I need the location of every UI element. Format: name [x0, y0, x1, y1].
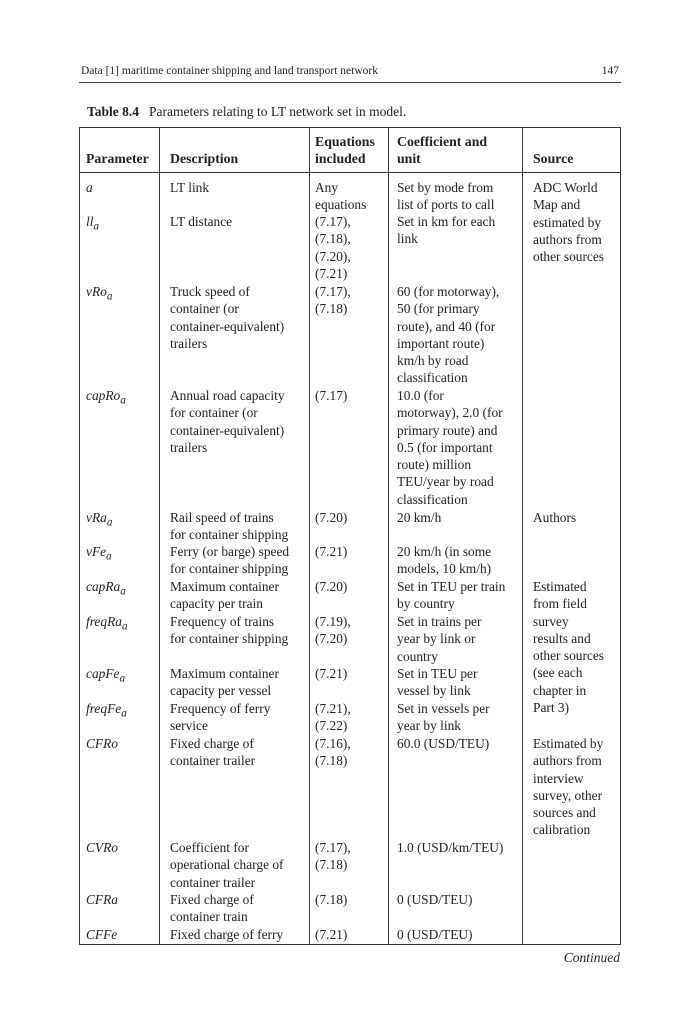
- eq-capraa: (7.20): [315, 579, 348, 594]
- eq-lla: (7.17), (7.18), (7.20), (7.21): [315, 214, 351, 281]
- desc-freqfea: Frequency of ferry service: [170, 701, 271, 734]
- param-cvro: CVRo: [86, 840, 118, 855]
- source-interview: Estimated by authors from interview survey, other sources and calibration: [533, 736, 604, 838]
- table-caption-text: Parameters relating to LT network set in model.: [149, 104, 407, 119]
- eq-a: Any equations: [315, 180, 367, 213]
- table-caption: [87, 104, 406, 120]
- param-vroa: vRo$_a$: [86, 284, 113, 303]
- param-cffe: CFFe: [86, 927, 118, 942]
- column-divider: [159, 128, 160, 944]
- desc-vfea: Ferry (or barge) speed for container shipping: [170, 544, 290, 577]
- coef-caproa: 10.0 (for motorway), 2.0 (for primary route) and 0.5 (for important route) million TEU/year by road classification: [397, 388, 503, 507]
- param-freqfea: freqFe$_a$: [86, 701, 127, 720]
- coef-lla: Set in km for each link: [397, 214, 496, 247]
- param-freqraa: freqRa$_a$: [86, 614, 128, 633]
- eq-freqfea: (7.21), (7.22): [315, 701, 351, 734]
- eq-vroa: (7.17), (7.18): [315, 284, 351, 317]
- desc-a: LT link: [170, 180, 210, 195]
- table-number: Table 8.4: [87, 104, 140, 119]
- source-field-survey: Estimated from field survey results and other sources (see each chapter in Part 3): [533, 579, 605, 716]
- param-cfro: CFRo: [86, 736, 118, 751]
- desc-cfra: Fixed charge of container train: [170, 892, 254, 925]
- param-cfra: CFRa: [86, 892, 118, 907]
- desc-capfea: Maximum container capacity per vessel: [170, 666, 279, 699]
- coef-a: Set by mode from list of ports to call: [397, 180, 495, 213]
- header-coefficient-line1: Coefficient and: [397, 134, 488, 149]
- eq-cfro: (7.16), (7.18): [315, 736, 351, 769]
- desc-cvro: Coefficient for operational charge of container trailer: [170, 840, 284, 890]
- param-vraa: vRa$_a$: [86, 510, 113, 529]
- coef-vfea: 20 km/h (in some models, 10 km/h): [397, 544, 492, 577]
- param-capraa: capRa$_a$: [86, 579, 126, 598]
- coef-freqfea: Set in vessels per year by link: [397, 701, 490, 734]
- param-lla: $ll_a$: [86, 214, 100, 233]
- param-caproa: capRo$_a$: [86, 388, 126, 407]
- desc-capraa: Maximum container capacity per train: [170, 579, 279, 612]
- eq-caproa: (7.17): [315, 388, 348, 403]
- param-capfea: capFe$_a$: [86, 666, 126, 685]
- header-source: Source: [533, 151, 574, 166]
- desc-cfro: Fixed charge of container trailer: [170, 736, 256, 769]
- header-parameter: Parameter: [86, 151, 149, 166]
- coef-cfra: 0 (USD/TEU): [397, 892, 473, 907]
- header-description: Description: [170, 151, 239, 166]
- continued-note: Continued: [563, 950, 620, 965]
- coef-freqraa: Set in trains per year by link or country: [397, 614, 482, 664]
- source-adc: ADC World Map and estimated by authors from other sources: [533, 180, 605, 265]
- eq-capfea: (7.21): [315, 666, 348, 681]
- eq-cffe: (7.21): [315, 927, 348, 942]
- desc-lla: LT distance: [170, 214, 233, 229]
- running-header: [79, 62, 621, 83]
- column-divider: [309, 128, 310, 944]
- desc-vroa: Truck speed of container (or container-equivalent) trailers: [170, 284, 285, 351]
- coef-vroa: 60 (for motorway), 50 (for primary route), and 40 (for important route) km/h by road classification: [397, 284, 500, 386]
- coef-cvro: 1.0 (USD/km/TEU): [397, 840, 504, 855]
- header-equations-line2: included: [315, 151, 366, 166]
- coef-capraa: Set in TEU per train by country: [397, 579, 506, 612]
- coef-vraa: 20 km/h: [397, 510, 442, 525]
- eq-vfea: (7.21): [315, 544, 348, 559]
- header-rule: [80, 172, 620, 173]
- header-coefficient-line2: unit: [397, 151, 421, 166]
- source-authors: Authors: [533, 510, 577, 525]
- param-vfea: vFe$_a$: [86, 544, 112, 563]
- param-a: a: [86, 180, 93, 195]
- coef-cffe: 0 (USD/TEU): [397, 927, 473, 942]
- eq-vraa: (7.20): [315, 510, 348, 525]
- column-divider: [388, 128, 389, 944]
- coef-cfro: 60.0 (USD/TEU): [397, 736, 490, 751]
- page-number: 147: [601, 65, 619, 77]
- desc-freqraa: Frequency of trains for container shipping: [170, 614, 289, 647]
- eq-cfra: (7.18): [315, 892, 348, 907]
- coef-capfea: Set in TEU per vessel by link: [397, 666, 478, 699]
- column-divider: [522, 128, 523, 944]
- desc-vraa: Rail speed of trains for container shipping: [170, 510, 289, 543]
- running-title: Data [1] maritime container shipping and land transport network: [81, 65, 378, 77]
- eq-freqraa: (7.19), (7.20): [315, 614, 351, 647]
- parameters-table: [79, 127, 621, 945]
- eq-cvro: (7.17), (7.18): [315, 840, 351, 873]
- desc-caproa: Annual road capacity for container (or container-equivalent) trailers: [170, 388, 285, 455]
- header-equations-line1: Equations: [315, 134, 375, 149]
- desc-cffe: Fixed charge of ferry: [170, 927, 284, 942]
